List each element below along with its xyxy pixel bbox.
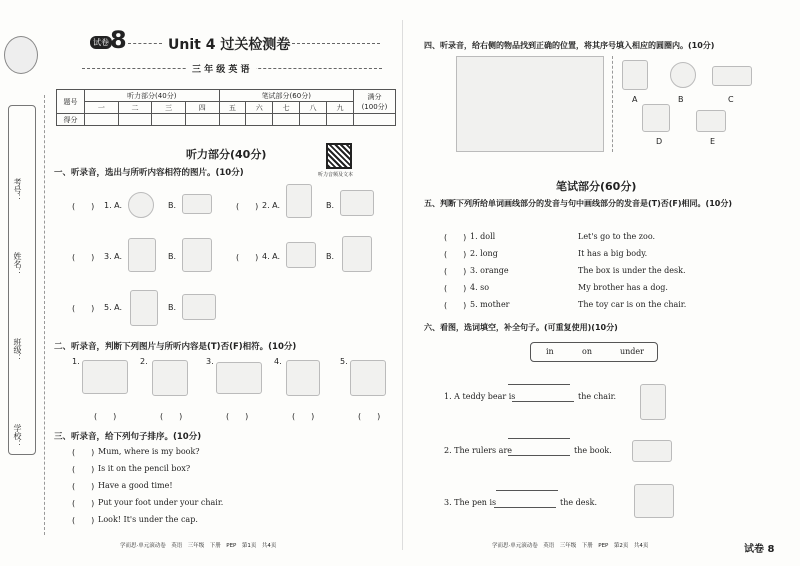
blank-hint-line (508, 384, 570, 385)
pen-desk-picture (634, 484, 674, 518)
sentence: Mum, where is my book? (98, 447, 200, 456)
listening-title: 听力部分(40分) (186, 148, 267, 161)
qr-caption: 听力音频及文本 (318, 172, 354, 178)
object-label: A (632, 95, 638, 104)
badge-label: 试卷 (90, 36, 112, 49)
score-cell[interactable] (85, 114, 119, 126)
boat-picture (642, 104, 670, 132)
school-logo (4, 36, 38, 74)
object-label: E (710, 137, 716, 146)
listening-header: 听力部分(40分) (85, 90, 220, 102)
footer-left: 学而思·单元滚动卷 英语 三年级 下册 PEP 第1页 共4页 (120, 543, 277, 549)
qr-code-icon[interactable] (326, 143, 352, 169)
score-cell[interactable] (246, 114, 273, 126)
word-bank-item: in (546, 347, 554, 356)
sentence-end: the chair. (578, 392, 617, 401)
score-cell[interactable] (185, 114, 219, 126)
toy-car-picture (712, 66, 752, 86)
title-rule-right (292, 43, 380, 44)
book-picture (128, 238, 156, 272)
page-fold (402, 20, 403, 550)
object-label: C (728, 95, 734, 104)
score-table (56, 89, 396, 126)
section-6-title: 六、看图，选词填空，补全句子。(可重复使用)(10分) (424, 323, 618, 332)
answer-blank[interactable] (494, 507, 556, 508)
sentence-start: 2. The rulers are (444, 446, 513, 455)
score-cell[interactable] (326, 114, 353, 126)
answer-paren[interactable]: ( ) (444, 233, 467, 242)
question-number: 2. A. (262, 201, 281, 210)
cap-picture (696, 110, 726, 132)
total-header-label: 满分 (367, 92, 382, 101)
word: 4. so (470, 283, 490, 292)
bag-picture (182, 238, 212, 272)
question-number: 1. A. (104, 201, 123, 210)
sentence: It has a big body. (578, 249, 648, 258)
option-b-label: B. (168, 303, 177, 312)
sentence-start: 1. A teddy bear is (444, 392, 516, 401)
sentence: The toy car is on the chair. (578, 300, 687, 309)
column-header: 五 (219, 102, 246, 114)
answer-paren[interactable]: ( ) (72, 202, 95, 211)
total-header-sub: (100分) (361, 102, 388, 111)
section-5-title: 五、判断下列所给单词画线部分的发音与句中画线部分的发音是(T)否(F)相同。(10分) (424, 199, 732, 208)
column-header: 四 (185, 102, 219, 114)
answer-paren[interactable]: ( ) (444, 250, 467, 259)
robot-picture (286, 360, 320, 396)
blank-hint-line (496, 490, 558, 491)
girl-picture (342, 236, 372, 272)
page-subtitle: 三 年 级 英 语 (186, 62, 256, 75)
girl-sitting-picture (82, 360, 128, 394)
footer-badge: 试卷 8 (744, 544, 775, 555)
answer-paren[interactable]: ( ) (72, 465, 95, 474)
rulers-book-picture (632, 440, 672, 462)
page-title: Unit 4 过关检测卷 (168, 37, 291, 53)
answer-paren[interactable]: ( ) (72, 304, 95, 313)
box-picture (286, 242, 316, 268)
teddy-chair-picture (640, 384, 666, 420)
answer-blank[interactable] (512, 401, 574, 402)
picture-number: 2. (140, 357, 148, 366)
question-number: 5. A. (104, 303, 123, 312)
answer-paren[interactable]: ( ) (94, 412, 117, 421)
sentence-start: 3. The pen is (444, 498, 497, 507)
option-b-label: B. (168, 201, 177, 210)
column-header: 七 (273, 102, 300, 114)
sentence: Is it on the pencil box? (98, 464, 191, 473)
schoolbag-picture (350, 360, 386, 396)
sentence: Have a good time! (98, 481, 173, 490)
object-label: B (678, 95, 684, 104)
option-b-label: B. (326, 201, 335, 210)
badge (90, 26, 127, 54)
sentence: My brother has a dog. (578, 283, 668, 292)
ball-picture (128, 192, 154, 218)
picture-number: 3. (206, 357, 214, 366)
chair-picture (152, 360, 188, 396)
column-header: 九 (326, 102, 353, 114)
answer-paren[interactable]: ( ) (292, 412, 315, 421)
sentence: Put your foot under your chair. (98, 498, 224, 507)
word: 2. long (470, 249, 498, 258)
answer-paren[interactable]: ( ) (72, 448, 95, 457)
answer-paren[interactable]: ( ) (72, 253, 95, 262)
side-exam-no: 考号： (13, 178, 22, 202)
badge-number: 8 (110, 26, 127, 54)
answer-paren[interactable]: ( ) (72, 482, 95, 491)
answer-paren[interactable]: ( ) (444, 284, 467, 293)
picture-number: 5. (340, 357, 348, 366)
chair-picture (286, 184, 312, 218)
writing-header: 笔试部分(60分) (219, 90, 354, 102)
score-cell[interactable] (354, 114, 396, 126)
answer-paren[interactable]: ( ) (72, 516, 95, 525)
score-cell[interactable] (300, 114, 327, 126)
word: 1. doll (470, 232, 496, 241)
room-divider (612, 56, 613, 152)
answer-paren[interactable]: ( ) (226, 412, 249, 421)
column-header: 六 (246, 102, 273, 114)
score-cell[interactable] (219, 114, 246, 126)
word: 5. mother (470, 300, 510, 309)
column-header: 八 (300, 102, 327, 114)
score-cell[interactable] (118, 114, 152, 126)
column-header: 三 (152, 102, 186, 114)
option-b-label: B. (326, 252, 335, 261)
section-1-title: 一、听录音，选出与所听内容相符的图片。(10分) (54, 168, 244, 178)
score-row-label: 题号 (57, 90, 85, 114)
word: 3. orange (470, 266, 509, 275)
sentence: Look! It's under the cap. (98, 515, 198, 524)
word-bank-item: on (582, 347, 592, 356)
object-label: D (656, 137, 663, 146)
column-header: 一 (85, 102, 119, 114)
total-header (354, 90, 396, 114)
sentence-end: the book. (574, 446, 612, 455)
side-school: 学校： (13, 424, 22, 448)
word-bank-item: under (620, 347, 644, 356)
answer-paren[interactable]: ( ) (72, 499, 95, 508)
option-b-label: B. (168, 252, 177, 261)
question-number: 4. A. (262, 252, 281, 261)
score-cell[interactable] (273, 114, 300, 126)
bag-picture (622, 60, 648, 90)
writing-title: 笔试部分(60分) (556, 180, 637, 193)
pencil-picture (182, 194, 212, 214)
answer-paren[interactable]: ( ) (236, 253, 259, 262)
question-number: 3. A. (104, 252, 123, 261)
title-rule-left (128, 43, 162, 44)
picture-number: 4. (274, 357, 282, 366)
sentence: Let's go to the zoo. (578, 232, 656, 241)
answer-paren[interactable]: ( ) (444, 267, 467, 276)
cap-picture (182, 294, 216, 320)
score-cell[interactable] (152, 114, 186, 126)
desk-picture (340, 190, 374, 216)
score-label: 得分 (57, 114, 85, 126)
footer-right: 学而思·单元滚动卷 英语 三年级 下册 PEP 第2页 共4页 (492, 543, 649, 549)
boy-desk-picture (216, 362, 262, 394)
side-field-box (8, 105, 36, 455)
cat-picture (130, 290, 158, 326)
sentence-end: the desk. (560, 498, 597, 507)
section-3-title: 三、听录音，给下列句子排序。(10分) (54, 432, 202, 442)
answer-paren[interactable]: ( ) (444, 301, 467, 310)
side-class: 班级： (13, 338, 22, 362)
room-scene-picture (456, 56, 604, 152)
side-name: 姓名： (13, 252, 22, 276)
binding-line (44, 95, 45, 535)
sentence: The box is under the desk. (578, 266, 686, 275)
answer-blank[interactable] (508, 455, 570, 456)
section-4-title: 四、听录音，给右侧的物品找到正确的位置，将其序号填入相应的圆圈内。(10分) (424, 41, 715, 50)
section-2-title: 二、听录音，判断下列图片与所听内容是(T)否(F)相符。(10分) (54, 342, 297, 352)
picture-number: 1. (72, 357, 80, 366)
answer-paren[interactable]: ( ) (358, 412, 381, 421)
answer-paren[interactable]: ( ) (236, 202, 259, 211)
column-header: 二 (118, 102, 152, 114)
blank-hint-line (508, 438, 570, 439)
ball-picture (670, 62, 696, 88)
answer-paren[interactable]: ( ) (160, 412, 183, 421)
